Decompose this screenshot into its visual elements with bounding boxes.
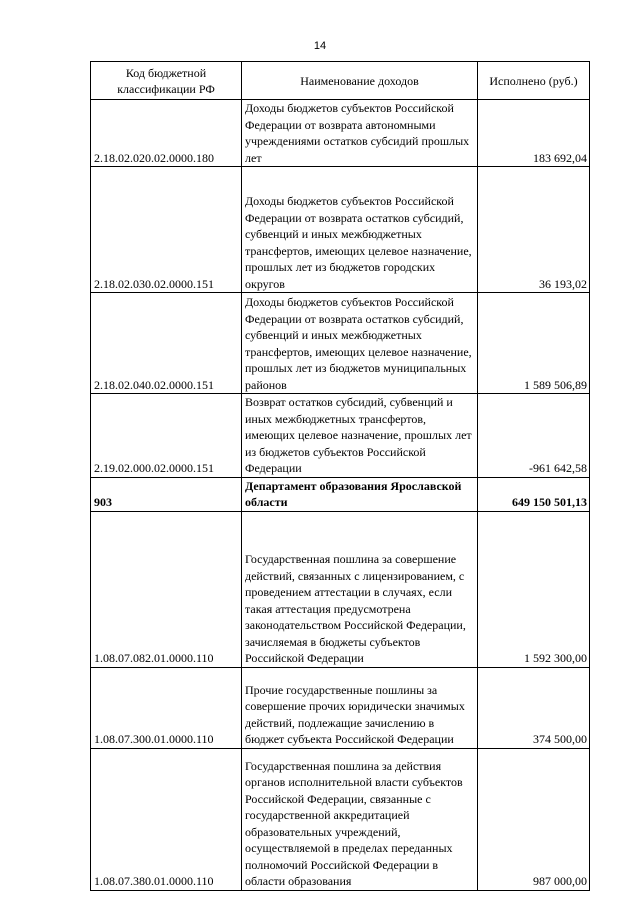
table-header-row <box>91 62 590 100</box>
revenue-name-cell: Доходы бюджетов субъектов Российской Федерации от возврата остатков субсидий, субвенций и иных межбюджетных трансфертов, имеющих целевое назначение, прошлых лет из бюджетов городских округов <box>242 167 478 293</box>
revenue-name-cell: Прочие государственные пошлины за совершение прочих юридически значимых действий, подлежащие зачислению в бюджет субъекта Российской Федерации <box>242 667 478 748</box>
amount-cell: 1 589 506,89 <box>478 293 590 394</box>
table-row <box>91 511 590 667</box>
amount-cell: 36 193,02 <box>478 167 590 293</box>
budget-code-cell: 1.08.07.082.01.0000.110 <box>91 511 242 667</box>
table-body <box>91 100 590 891</box>
budget-code-cell: 1.08.07.380.01.0000.110 <box>91 748 242 890</box>
table-row <box>91 394 590 478</box>
budget-code-cell: 2.19.02.000.02.0000.151 <box>91 394 242 478</box>
budget-code-cell: 2.18.02.030.02.0000.151 <box>91 167 242 293</box>
revenue-name-cell: Государственная пошлина за совершение действий, связанных с лицензированием, с проведением аттестации в случаях, если такая аттестация предусмотрена законодательством Российской Федерации, зачисляемая в бюджеты субъектов Российской Федерации <box>242 511 478 667</box>
revenue-name-cell: Доходы бюджетов субъектов Российской Федерации от возврата остатков субсидий, субвенций и иных межбюджетных трансфертов, имеющих целевое назначение, прошлых лет из бюджетов муниципальных районов <box>242 293 478 394</box>
revenue-name-cell: Доходы бюджетов субъектов Российской Федерации от возврата автономными учреждениями остатков субсидий прошлых лет <box>242 100 478 167</box>
amount-cell: -961 642,58 <box>478 394 590 478</box>
amount-cell: 1 592 300,00 <box>478 511 590 667</box>
header-name: Наименование доходов <box>242 62 478 100</box>
amount-cell: 987 000,00 <box>478 748 590 890</box>
revenue-table <box>90 61 590 891</box>
budget-code-cell: 2.18.02.040.02.0000.151 <box>91 293 242 394</box>
revenue-name-cell: Возврат остатков субсидий, субвенций и иных межбюджетных трансфертов, имеющих целевое назначение, прошлых лет из бюджетов субъектов Российской Федерации <box>242 394 478 478</box>
header-amount: Исполнено (руб.) <box>478 62 590 100</box>
table-row <box>91 100 590 167</box>
table-row <box>91 477 590 511</box>
page-number: 14 <box>313 40 327 52</box>
budget-code-cell: 903 <box>91 477 242 511</box>
revenue-name-cell: Департамент образования Ярославской области <box>242 477 478 511</box>
budget-code-cell: 1.08.07.300.01.0000.110 <box>91 667 242 748</box>
table-row <box>91 167 590 293</box>
budget-code-cell: 2.18.02.020.02.0000.180 <box>91 100 242 167</box>
revenue-name-cell: Государственная пошлина за действия органов исполнительной власти субъектов Российской Федерации, связанные с государственной аккредитацией образовательных учреждений, осуществляемой в пределах переданных полномочий Российской Федерации в области образования <box>242 748 478 890</box>
header-code: Код бюджетной классификации РФ <box>91 62 242 100</box>
table-row <box>91 293 590 394</box>
amount-cell: 183 692,04 <box>478 100 590 167</box>
amount-cell: 649 150 501,13 <box>478 477 590 511</box>
amount-cell: 374 500,00 <box>478 667 590 748</box>
table-row <box>91 748 590 890</box>
table-row <box>91 667 590 748</box>
